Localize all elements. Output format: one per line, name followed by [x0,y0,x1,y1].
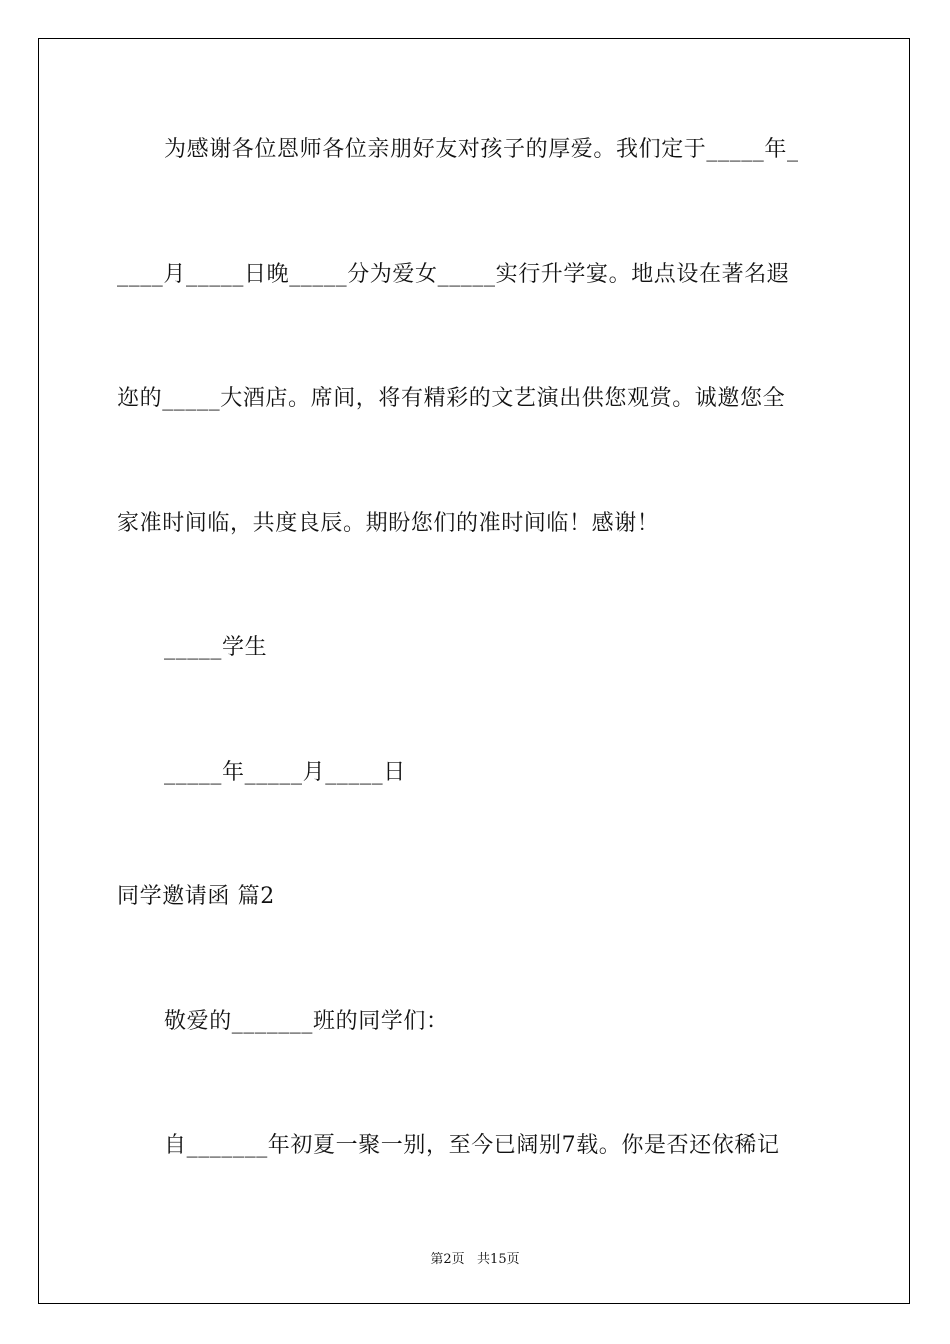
signature-line: _____学生 [164,635,268,660]
paragraph-line-1: 为感谢各位恩师各位亲朋好友对孩子的厚爱。我们定于_____年_ [164,137,799,162]
greeting-line: 敬爱的_______班的同学们： [164,1009,449,1034]
page-number: 第2页 共15页 [430,1252,520,1267]
paragraph-line-4: 家准时间临，共度良辰。期盼您们的准时间临！感谢！ [117,511,660,536]
paragraph-line-3: 迩的_____大酒店。席间，将有精彩的文艺演出供您观赏。诚邀您全 [117,386,786,411]
paragraph-line-2: ____月_____日晚_____分为爱女_____实行升学宴。地点设在著名遐 [117,262,790,287]
section-heading: 同学邀请函 篇2 [117,884,275,909]
paragraph-line-5: 自_______年初夏一聚一别，至今已阔别7载。你是否还依稀记 [164,1133,780,1158]
date-line: _____年_____月_____日 [164,760,406,785]
page-border [38,38,910,1304]
